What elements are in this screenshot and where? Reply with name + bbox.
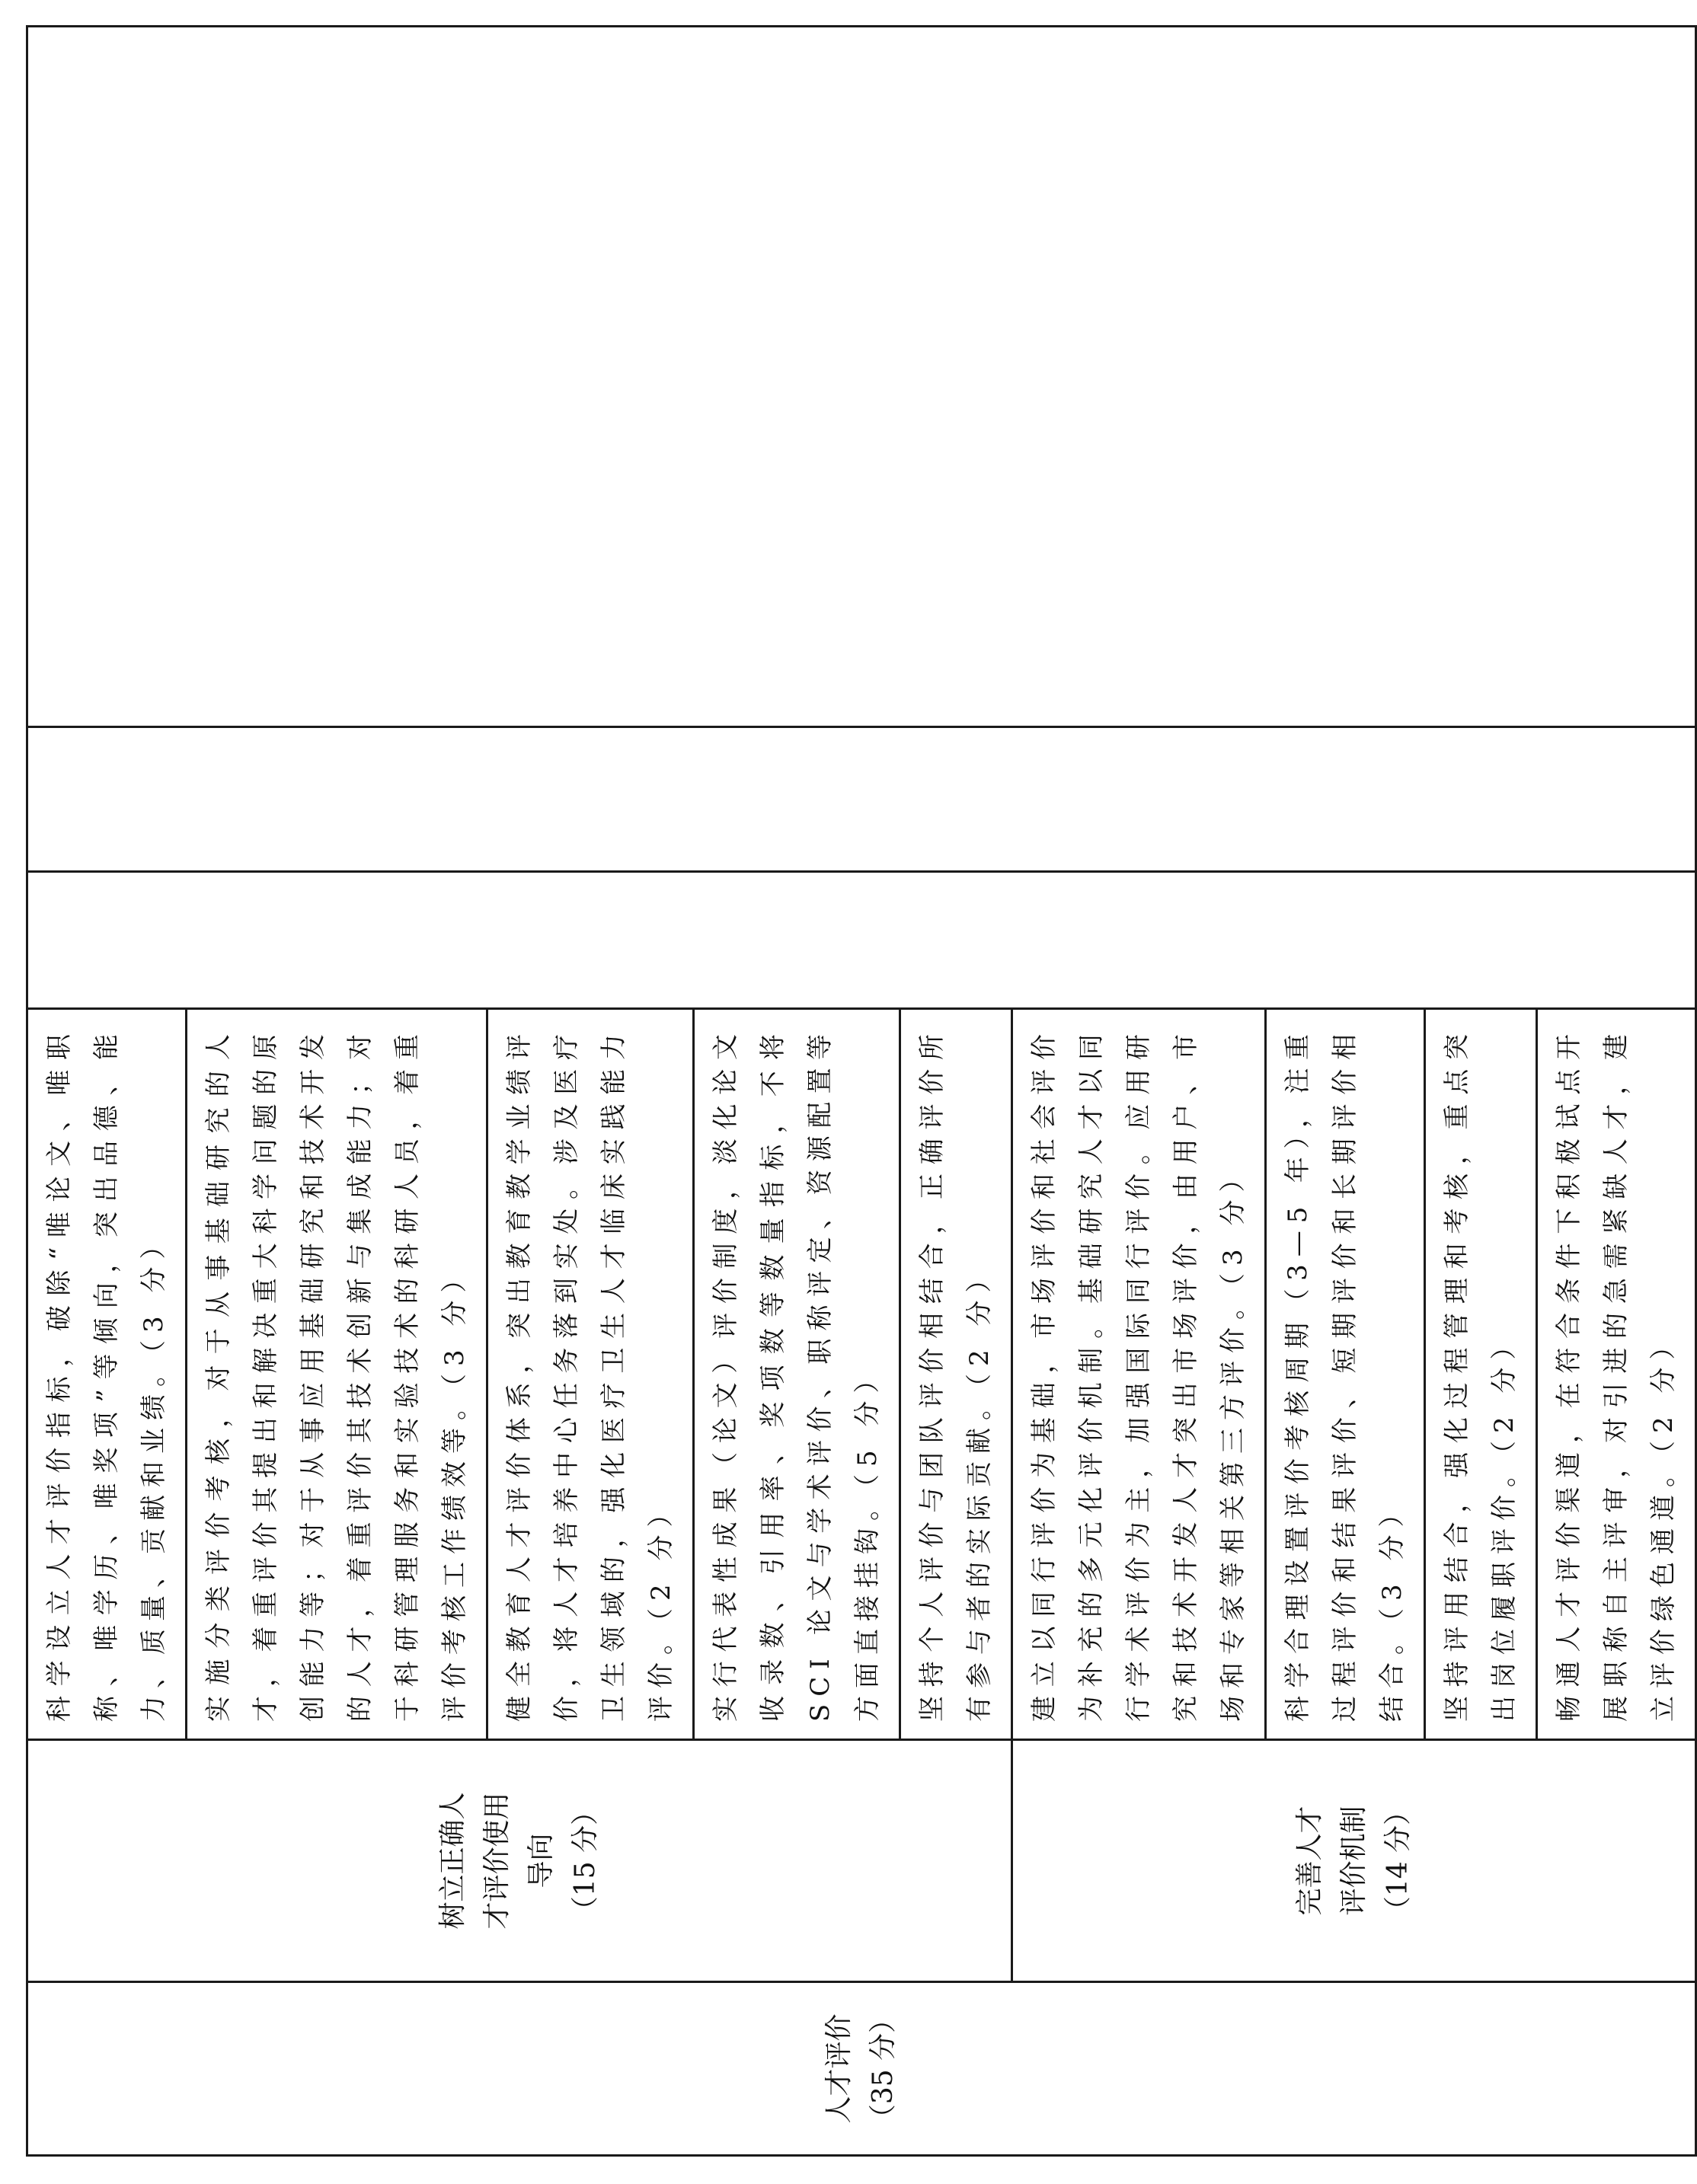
subcategory-name-line: 树立正确人 (437, 1792, 468, 1930)
subcategory-cell-2 (1012, 1740, 1696, 1982)
category-score: （35 分） (868, 2005, 899, 2132)
subcategory-score: （15 分） (570, 1797, 601, 1924)
subcategory-score: （14 分） (1382, 1797, 1414, 1924)
criterion-cell: 实行代表性成果（论文）评价制度，淡化论文收录数、引用率、奖项数等数量指标，不将 SCI 论文与学术评价、职称评定、资源配置等方面直接挂钩。（5 分） (694, 1009, 900, 1740)
criterion-cell: 实施分类评价考核，对于从事基础研究的人才，着重评价其提出和解决重大科学问题的原创能力等；对于从事应用基础研究和技术开发的人才，着重评价其技术创新与集成能力；对于科研管理服务和实验技术的科研人员，着重评价考核工作绩效等。（3 分） (187, 1009, 487, 1740)
criterion-cell: 畅通人才评价渠道，在符合条件下积极试点开展职称自主评审，对引进的急需紧缺人才，建立评价绿色通道。（2 分） (1537, 1009, 1696, 1740)
criterion-cell: 健全教育人才评价体系，突出教育教学业绩评价，将人才培养中心任务落到实处。涉及医疗卫生领域的，强化医疗卫生人才临床实践能力评价。（2 分） (487, 1009, 694, 1740)
criterion-cell: 坚持个人评价与团队评价相结合，正确评价所有参与者的实际贡献。（2 分） (900, 1009, 1012, 1740)
category-name: 人才评价 (823, 2013, 855, 2124)
table-row (27, 27, 187, 2156)
score-column-cell (27, 727, 1696, 872)
criterion-cell: 坚持评用结合，强化过程管理和考核，重点突出岗位履职评价。（2 分） (1425, 1009, 1537, 1740)
criterion-cell: 建立以同行评价为基础，市场评价和社会评价为补充的多元化评价机制。基础研究人才以同行学术评价为主，加强国际同行评价。应用研究和技术开发人才突出市场评价，由用户、市场和专家等相关第三方评价。（3 分） (1012, 1009, 1266, 1740)
criterion-cell: 科学合理设置评价考核周期（3—5 年），注重过程评价和结果评价、短期评价和长期评价相结合。（3 分） (1266, 1009, 1425, 1740)
subcategory-name-line: 完善人才 (1293, 1806, 1325, 1916)
subcategory-name-line: 才评价使用 (481, 1792, 513, 1930)
evaluation-table (26, 25, 1697, 2157)
score-column-cell (27, 27, 1696, 727)
subcategory-name-line: 评价机制 (1337, 1806, 1369, 1916)
subcategory-cell-1 (27, 1740, 1012, 1982)
category-cell (27, 1982, 1696, 2156)
criterion-cell: 科学设立人才评价指标，破除“唯论文、唯职称、唯学历、唯奖项”等倾向，突出品德、能力、质量、贡献和业绩。（3 分） (27, 1009, 187, 1740)
subcategory-name-line: 导向 (526, 1833, 557, 1889)
score-column-cell (27, 872, 1696, 1009)
